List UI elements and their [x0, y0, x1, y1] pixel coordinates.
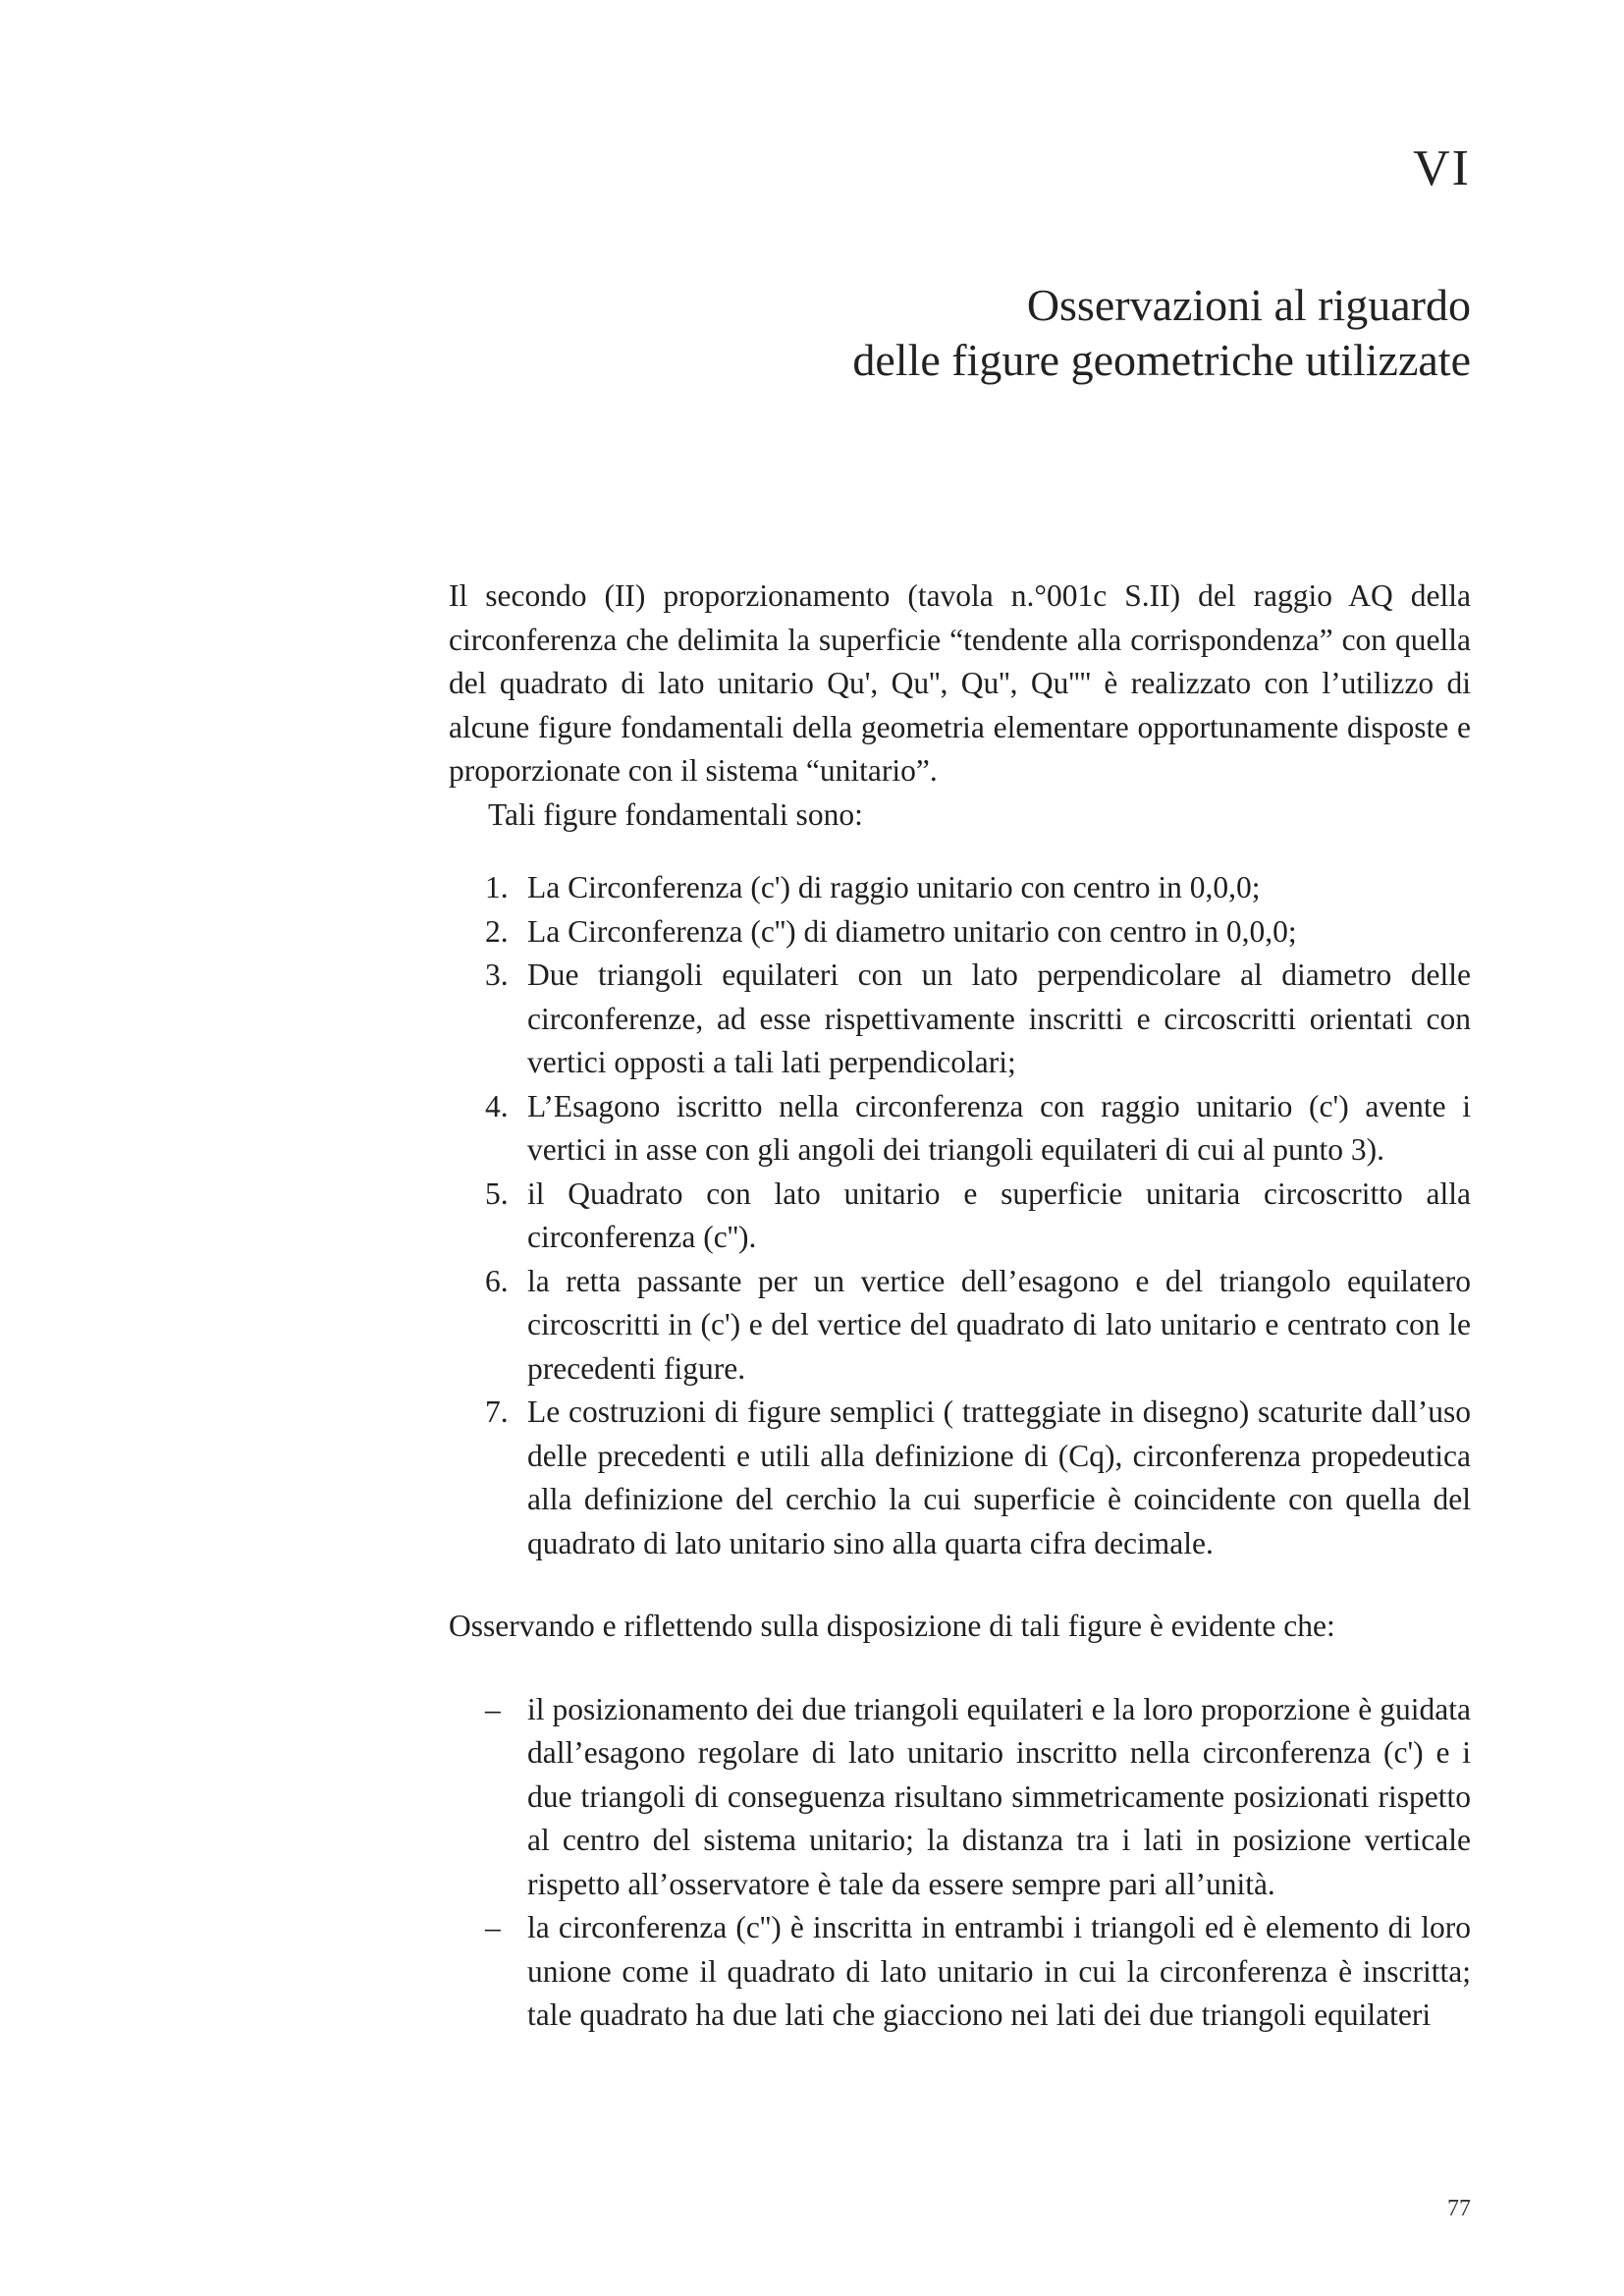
dash-marker: –	[485, 1910, 501, 1944]
list-item-text: La Circonferenza (c'') di diametro unitario con centro in 0,0,0;	[527, 913, 1297, 949]
list-item	[449, 910, 1471, 955]
list-item-text: L’Esagono iscritto nella circonferenza con raggio unitario (c') avente i vertici in asse con gli angoli dei triangoli equilateri di cui al punto 3).	[527, 1088, 1471, 1167]
spacer	[449, 1649, 1471, 1688]
list-item-text: La Circonferenza (c') di raggio unitario con centro in 0,0,0;	[527, 870, 1261, 904]
dash-marker: –	[485, 1691, 501, 1726]
list-item-text: la circonferenza (c'') è inscritta in entrambi i triangoli ed è elemento di loro unione come il quadrato di lato unitario in cui la circonferenza è inscritta; tale quadrato ha due lati che giacciono nei lati dei due triangoli equilateri	[527, 1910, 1471, 2032]
list-item-text: Le costruzioni di figure semplici ( tratteggiate in disegno) scaturite dall’uso delle precedenti e utili alla definizione di (Cq), circonferenza propedeutica alla definizione del cerchio la cui superficie è coincidente con quella del quadrato di lato unitario sino alla quarta cifra decimale.	[527, 1394, 1471, 1560]
list-item	[449, 866, 1471, 910]
list-item-text: il Quadrato con lato unitario e superficie unitaria circoscritto alla circonferenza (c'').	[527, 1175, 1471, 1254]
chapter-title-line-2: delle figure geometriche utilizzate	[852, 335, 1471, 385]
page-number: 77	[1447, 2196, 1471, 2221]
list-marker: 2.	[485, 913, 509, 949]
figures-intro: Tali figure fondamentali sono:	[488, 796, 863, 832]
figures-list	[449, 866, 1471, 1565]
list-marker: 3.	[485, 957, 509, 992]
list-item	[449, 1391, 1471, 1565]
observations-list	[449, 1688, 1471, 2038]
list-item-text: il posizionamento dei due triangoli equilateri e la loro proporzione è guidata dall’esagono regolare di lato unitario inscritto nella circonferenza (c') e i due triangoli di conseguenza risultano simmetricamente posizionati rispetto al centro del sistema unitario; la distanza tra i lati in posizione verticale rispetto all’osservatore è tale da essere sempre pari all’unità.	[527, 1691, 1471, 1901]
list-item	[449, 1688, 1471, 1907]
list-marker: 7.	[485, 1394, 509, 1429]
spacer	[449, 837, 1471, 866]
list-item	[449, 1085, 1471, 1173]
list-item	[449, 1173, 1471, 1260]
observation-intro: Osservando e riflettendo sulla disposizione di tali figure è evidente che:	[449, 1609, 1335, 1643]
chapter-title-line-1: Osservazioni al riguardo	[1026, 280, 1471, 330]
spacer	[449, 1565, 1471, 1605]
list-marker: 6.	[485, 1263, 509, 1298]
list-marker: 1.	[485, 870, 509, 904]
chapter-number: VI	[1413, 140, 1471, 196]
list-marker: 5.	[485, 1175, 509, 1211]
list-item	[449, 1260, 1471, 1392]
list-marker: 4.	[485, 1088, 509, 1123]
list-item-text: Due triangoli equilateri con un lato perpendicolare al diametro delle circonferenze, ad esse rispettivamente inscritti e circoscritti orientati con vertici opposti a tali lati perpendicolari;	[527, 957, 1471, 1079]
chapter-title	[852, 278, 1471, 388]
list-item	[449, 954, 1471, 1085]
list-item	[449, 1906, 1471, 2038]
main-content	[449, 574, 1471, 2038]
list-item-text: la retta passante per un vertice dell’esagono e del triangolo equilatero circoscritti in (c') e del vertice del quadrato di lato unitario e centrato con le precedenti figure.	[527, 1263, 1471, 1386]
intro-paragraph: Il secondo (II) proporzionamento (tavola n.°001c S.II) del raggio AQ della circonferenza che delimita la superficie “tendente alla corrispondenza” con quella del quadrato di lato unitario Qu', Qu'', Qu'', Qu'''' è realizzato con l’utilizzo di alcune figure fondamentali della geometria elementare opportunamente disposte e proporzionate con il sistema “unitario”.	[449, 578, 1471, 788]
